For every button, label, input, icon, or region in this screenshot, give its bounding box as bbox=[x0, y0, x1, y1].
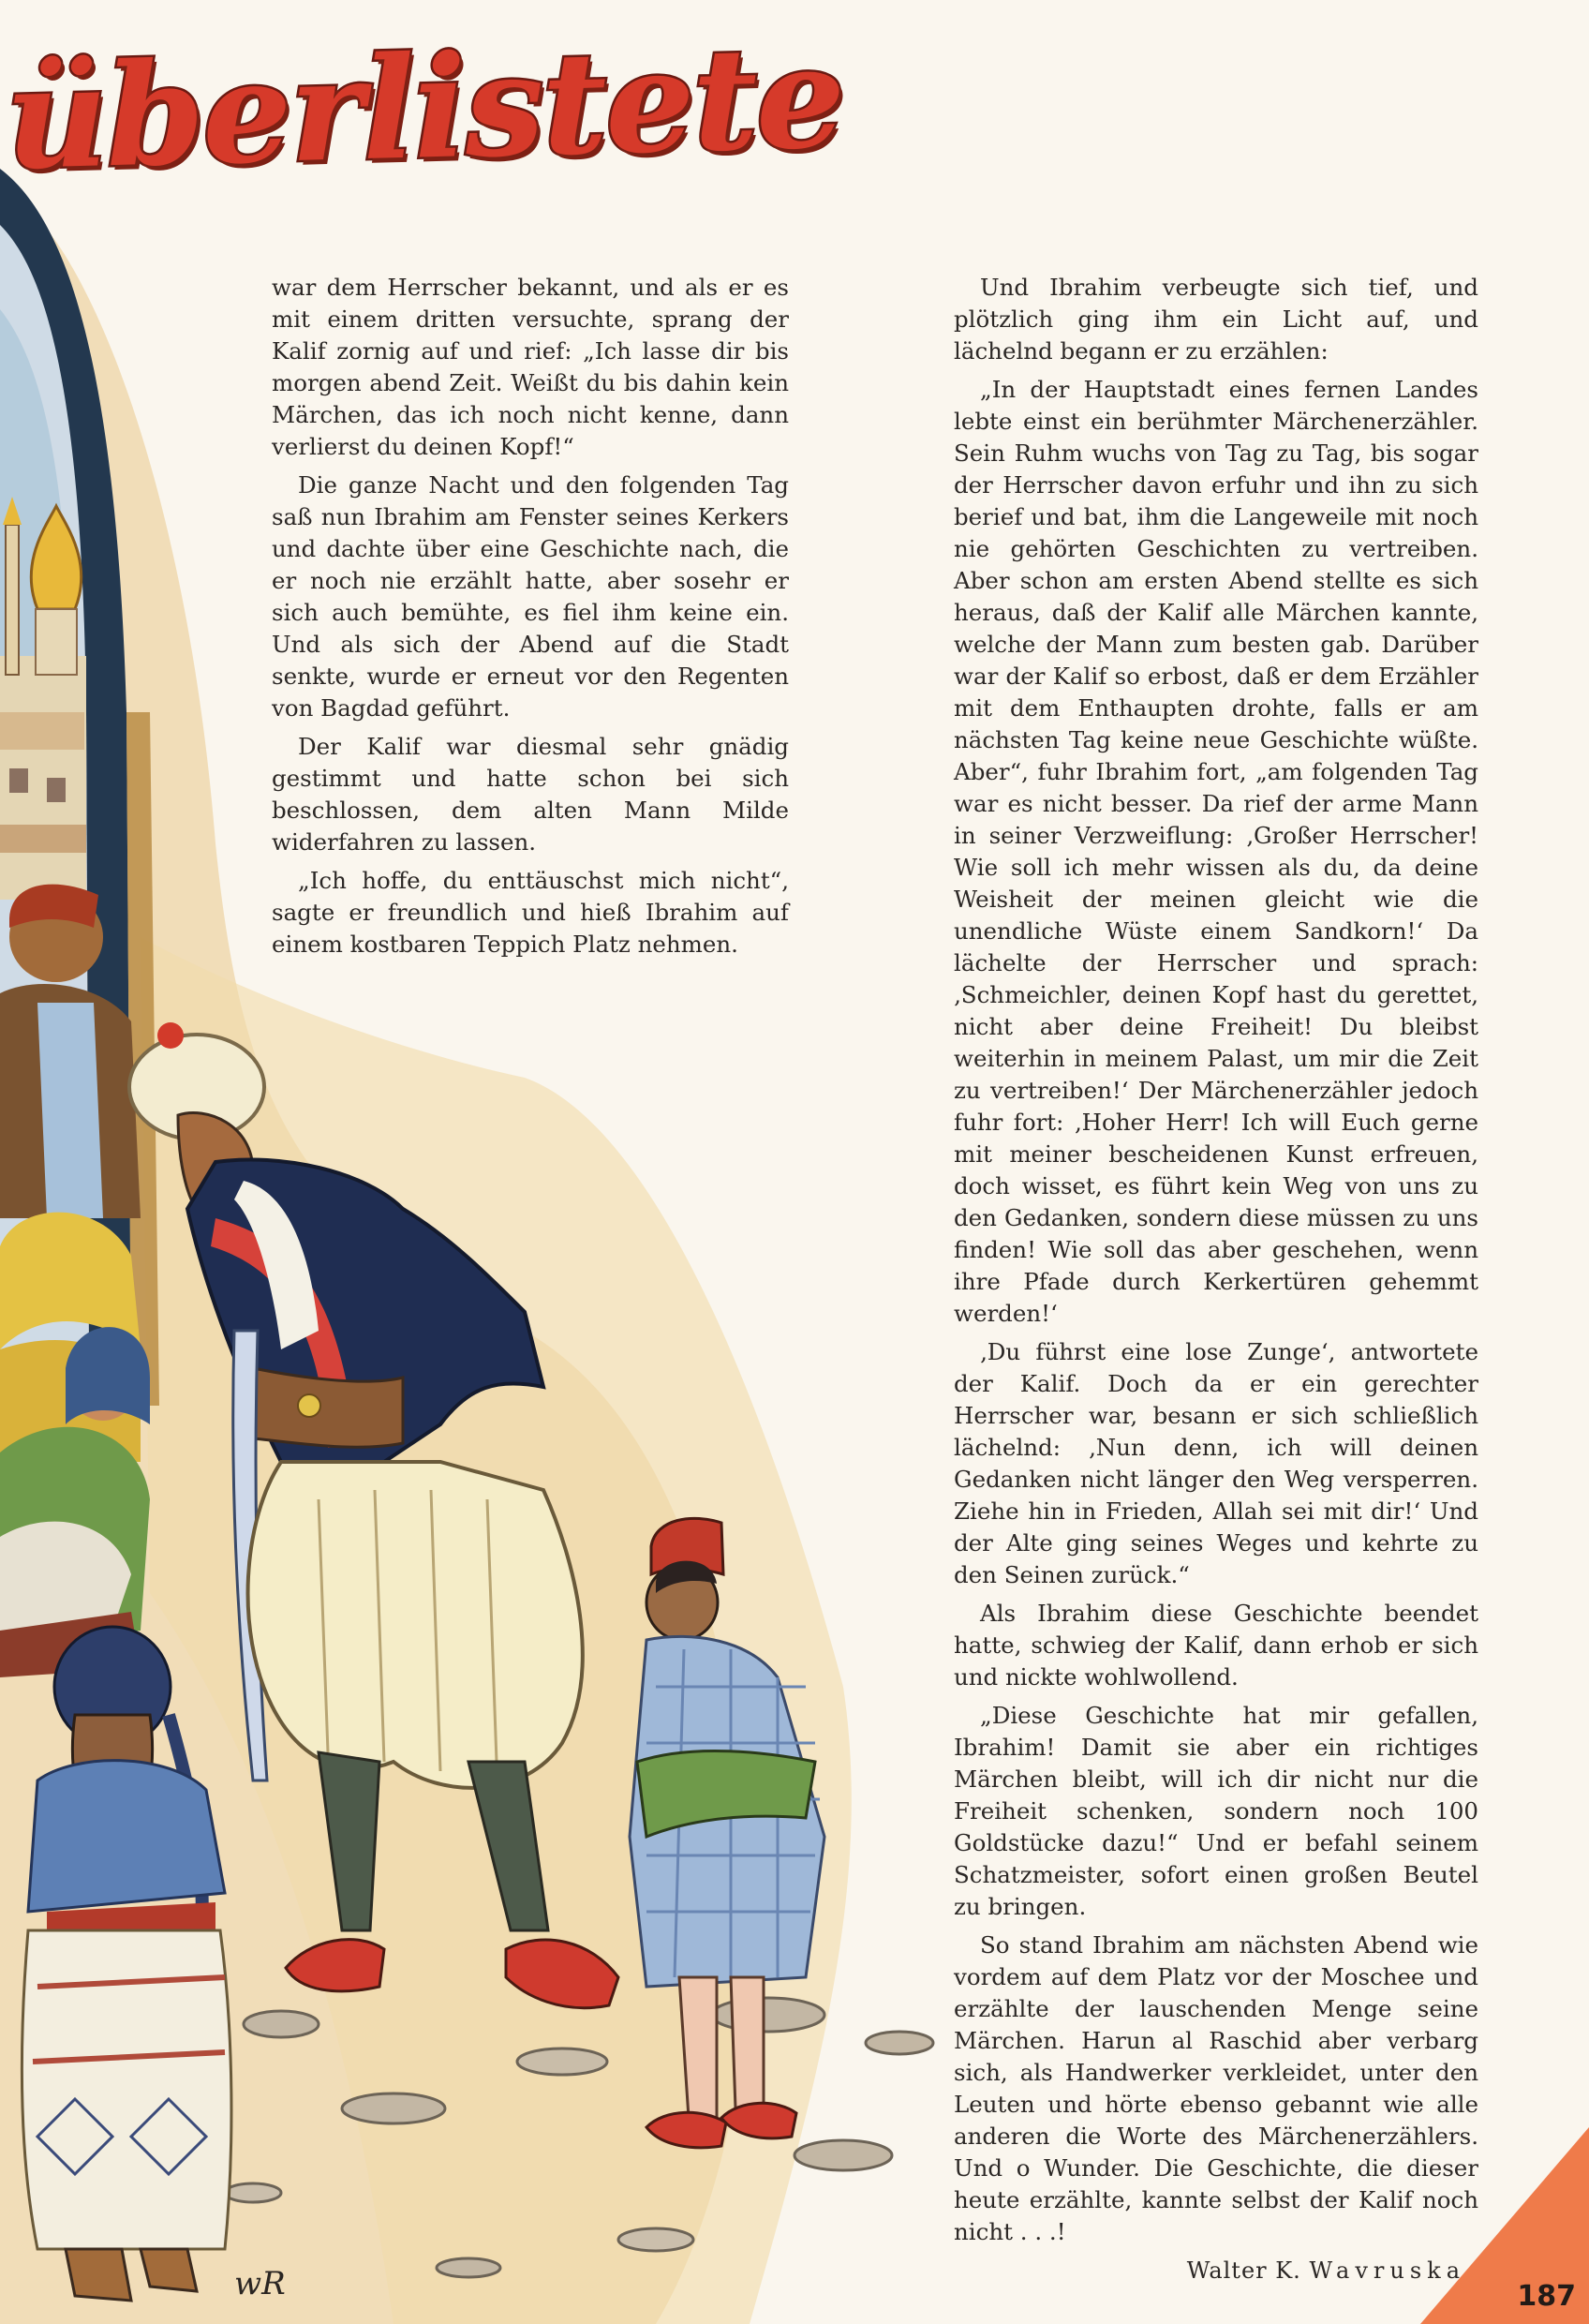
paragraph: So stand Ibrahim am nächsten Abend wie vordem auf dem Platz vor der Moschee und erzählte der lauschenden Menge seine Märchen. Harun al Raschid aber verbarg sich, als Handwerker verkleidet, unter den Leuten und hörte ebenso gebannt wie alle anderen die Worte des Märchenerzählers. Und o Wunder. Die Geschichte, die dieser heute erzählte, kannte selbst der Kalif noch nicht . . .! bbox=[954, 1931, 1478, 2245]
paragraph: „Ich hoffe, du enttäuschst mich nicht“, sagte er freundlich und hieß Ibrahim auf einem kostbaren Teppich Platz nehmen. bbox=[272, 867, 789, 958]
paragraph: war dem Herrscher bekannt, und als er es mit einem dritten versuchte, sprang der Kalif zornig auf und rief: „Ich lasse dir bis morgen abend Zeit. Weißt du bis dahin kein Märchen, das ich noch nicht kenne, dann verlierst du deinen Kopf!“ bbox=[272, 274, 789, 460]
page-number: 187 bbox=[1517, 2280, 1576, 2313]
left-text-column bbox=[272, 272, 789, 967]
paragraph: Als Ibrahim diese Geschichte beendet hatte, schwieg der Kalif, dann erhob er sich und nickte wohlwollend. bbox=[954, 1600, 1478, 1691]
right-text-column bbox=[954, 272, 1478, 2287]
paragraph: Die ganze Nacht und den folgenden Tag saß nun Ibrahim am Fenster seines Kerkers und dachte über eine Geschichte nach, die er noch nie erzählt hatte, aber sosehr er sich auch bemühte, es fiel ihm keine ein. Und als sich der Abend auf die Stadt senkte, wurde er erneut vor den Regenten von Bagdad geführt. bbox=[272, 471, 789, 722]
paragraph: Und Ibrahim verbeugte sich tief, und plötzlich ging ihm ein Licht auf, und lächelnd begann er zu erzählen: bbox=[954, 274, 1478, 365]
city-background bbox=[0, 497, 86, 900]
story-title: überlistete bbox=[3, 14, 846, 201]
paragraph: „In der Hauptstadt eines fernen Landes lebte einst ein berühmter Märchenerzähler. Sein Ruhm wuchs von Tag zu Tag, bis sogar der Herrscher davon erfuhr und ihn zu sich berief und bat, ihm die Langeweile mit noch nie gehörten Geschichten zu vertreiben. Aber schon am ersten Abend stellte es sich heraus, daß der Kalif alle Märchen kannte, welche der Mann zum besten gab. Darüber war der Kalif so erbost, daß er dem Erzähler mit dem Enthaupten drohte, falls er am nächsten Tag keine neue Geschichte wüßte. Aber“, fuhr Ibrahim fort, „am folgenden Tag war es nicht besser. Da rief der arme Mann in seiner Verzweiflung: ‚Großer Herrscher! Wie soll ich mehr wissen als du, da deine Weisheit der meinen gleicht wie die unendliche Wüste einem Sandkorn!‘ Da lächelte der Herrscher und sprach: ‚Schmeichler, deinen Kopf hast du gerettet, nicht aber deine Freiheit! Du bleibst weiterhin in meinem Palast, um mir die Zeit zu vertreiben!‘ Der Märchenerzähler jedoch fuhr fort: ‚Hoher Herr! Ich will Euch gerne mit meiner bescheidenen Kunst erfreuen, doch wisset, es führt kein Weg von uns zu den Gedanken, sondern diese müssen zu uns finden! Wie soll das aber geschehen, wenn ihre Pfade durch Kerkertüren gehemmt werden!‘ bbox=[954, 376, 1478, 1327]
paragraph: Der Kalif war diesmal sehr gnädig gestimmt und hatte schon bei sich beschlossen, dem alten Mann Milde widerfahren zu lassen. bbox=[272, 733, 789, 856]
author-byline bbox=[954, 2255, 1478, 2287]
artist-signature: wR bbox=[234, 2265, 286, 2302]
author-surname: Wavruska bbox=[1309, 2257, 1465, 2284]
paragraph: ‚Du führst eine lose Zunge‘, antwortete der Kalif. Doch da er ein gerechter Herrscher war, besann er sich schließlich lächelnd: ‚Nun denn, ich will deinen Gedanken nicht länger den Weg versperren. Ziehe hin in Frieden, Allah sei mit dir!‘ Und der Alte ging seines Weges und kehrte zu den Seinen zurück.“ bbox=[954, 1338, 1478, 1588]
author-first-name: Walter K. bbox=[1186, 2257, 1301, 2284]
paragraph: „Diese Geschichte hat mir gefallen, Ibrahim! Damit sie aber ein richtiges Märchen bleibt, will ich dir nicht nur die Freiheit schenken, sondern noch 100 Goldstücke dazu!“ Und er befahl seinem Schatzmeister, sofort einen großen Beutel zu bringen. bbox=[954, 1702, 1478, 1920]
